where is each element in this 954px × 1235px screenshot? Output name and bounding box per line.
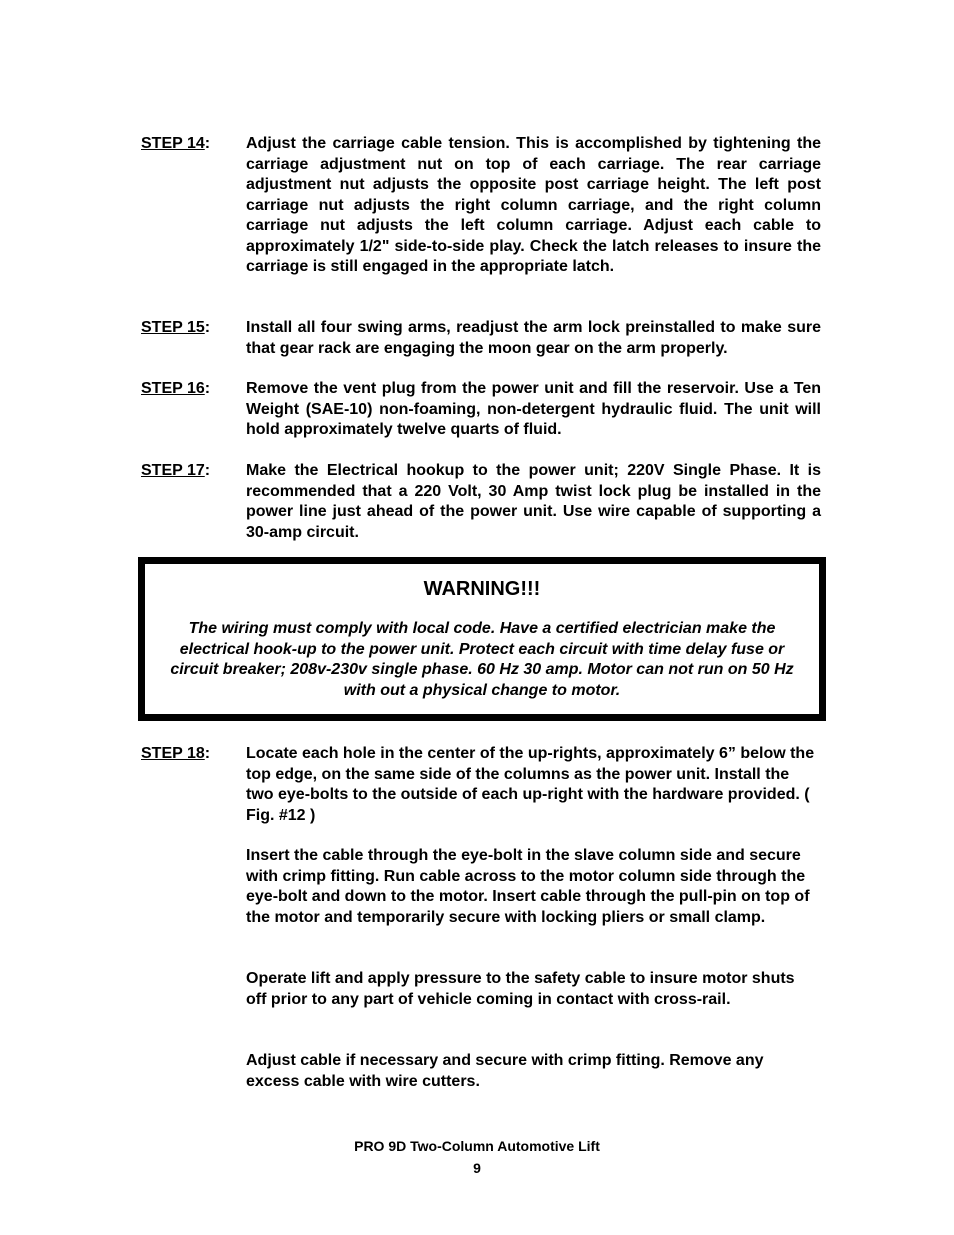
step-17-label-colon: : xyxy=(204,462,211,479)
footer-title: PRO 9D Two-Column Automotive Lift xyxy=(354,1138,600,1154)
step-18-paragraph-3: Operate lift and apply pressure to the safety cable to insure motor shuts off prior to any part of vehicle coming in contact with cross-rail. xyxy=(246,970,795,1008)
step-18-label-number: STEP 18 xyxy=(141,745,205,762)
warning-title: WARNING!!! xyxy=(423,578,541,600)
step-15-text: Install all four swing arms, readjust the arm lock preinstalled to make sure that gear rack are engaging the moon gear on the arm properly. xyxy=(246,319,821,357)
warning-text: The wiring must comply with local code. Have a certified electrician make the electrical hook-up to the power unit. Protect each circuit with time delay fuse or circuit breaker; 208v-230v single phase. 60 Hz 30 amp. Motor can not run on 50 Hz with out a physical change to motor. xyxy=(170,620,794,699)
step-17-label-number: STEP 17 xyxy=(141,462,205,479)
step-15-label xyxy=(141,318,210,339)
step-14-label xyxy=(141,134,210,155)
page-number: 9 xyxy=(473,1160,481,1176)
step-17-label xyxy=(141,461,210,482)
warning-box xyxy=(138,557,826,721)
step-15-label-colon: : xyxy=(204,319,211,336)
step-14-text: Adjust the carriage cable tension. This is accomplished by tightening the carriage adjustment nut on top of each carriage. The rear carriage adjustment nut adjusts the opposite post carriage height. The left post carriage nut adjusts the right column carriage, and the right column carriage nut adjusts the left column carriage. Adjust each cable to approximately 1/2" side-to-side play. Check the latch releases to insure the carriage is still engaged in the appropriate latch. xyxy=(246,135,821,275)
step-18-text: Locate each hole in the center of the up-rights, approximately 6” below the top edge, on the same side of the columns as the power unit. Install the two eye-bolts to the outside of each up-right with the hardware provided. ( Fig. #12 ) xyxy=(246,745,815,824)
step-16-label xyxy=(141,379,210,400)
step-14-label-number: STEP 14 xyxy=(141,135,205,152)
step-16-text: Remove the vent plug from the power unit and fill the reservoir. Use a Ten Weight (SAE-10) non-foaming, non-detergent hydraulic fluid. The unit will hold approximately twelve quarts of fluid. xyxy=(246,380,821,438)
step-18-paragraph-4: Adjust cable if necessary and secure with crimp fitting. Remove any excess cable with wire cutters. xyxy=(246,1052,764,1090)
step-16-label-number: STEP 16 xyxy=(141,380,205,397)
step-15-label-number: STEP 15 xyxy=(141,319,205,336)
step-18-label-colon: : xyxy=(204,745,211,762)
step-17-text: Make the Electrical hookup to the power unit; 220V Single Phase. It is recommended that a 220 Volt, 30 Amp twist lock plug be installed in the power line just ahead of the power unit. Use wire capable of supporting a 30-amp circuit. xyxy=(246,462,821,541)
step-18-label xyxy=(141,744,210,765)
step-18-paragraph-2: Insert the cable through the eye-bolt in the slave column side and secure with crimp fitting. Run cable across to the motor column side through the eye-bolt and down to the motor. Insert cable through the pull-pin on top of the motor and temporarily secure with locking pliers or small clamp. xyxy=(246,847,810,926)
step-16-label-colon: : xyxy=(204,380,211,397)
step-14-label-colon: : xyxy=(204,135,211,152)
